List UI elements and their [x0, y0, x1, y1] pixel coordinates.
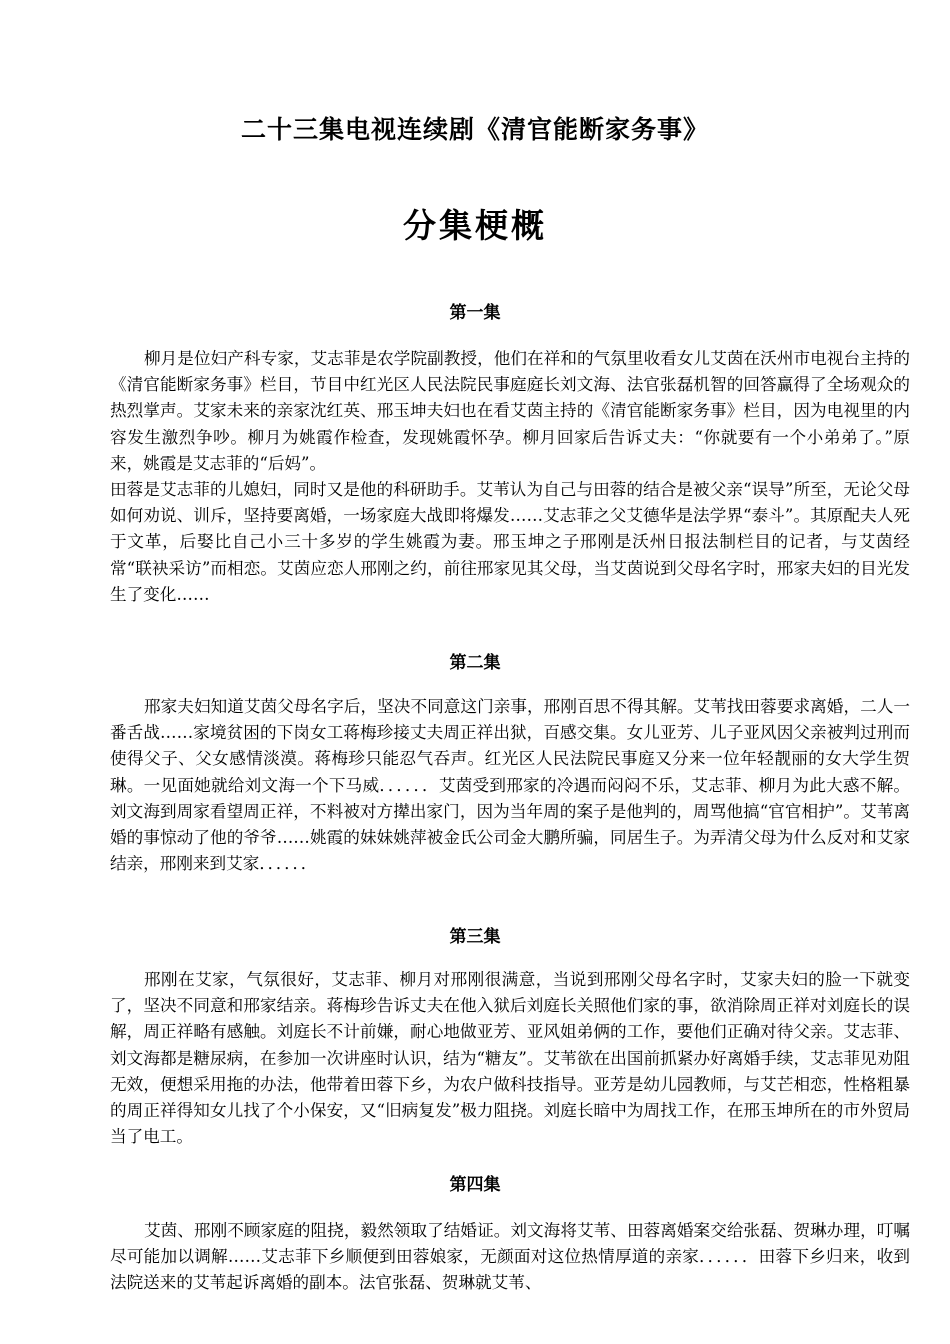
episode-1-paragraph-2: 田蓉是艾志菲的儿媳妇，同时又是他的科研助手。艾苇认为自己与田蓉的结合是被父亲“误导”所至，无论父母如何劝说、训斥，坚持要离婚，一场家庭大战即将爆发……艾志菲之父艾德华是法学界“泰斗”。其原配夫人死于文革，后娶比自己小三十多岁的学生姚霞为妻。邢玉坤之子邢刚是沃州日报法制栏目的记者，与艾茵经常“联袂采访”而相恋。艾茵应恋人邢刚之约，前往邢家见其父母，当艾茵说到父母名字时，邢家夫妇的目光发生了变化……: [110, 480, 910, 604]
episode-1-paragraph-1: 柳月是位妇产科专家，艾志菲是农学院副教授，他们在祥和的气氛里收看女儿艾茵在沃州市电视台主持的《清官能断家务事》栏目，节目中红光区人民法院民事庭庭长刘文海、法官张磊机智的回答赢得了全场观众的热烈掌声。艾家未来的亲家沈红英、邢玉坤夫妇也在看艾茵主持的《清官能断家务事》栏目，因为电视里的内容发生激烈争吵。柳月为姚霞作检查，发现姚霞怀孕。柳月回家后告诉丈夫：“你就要有一个小弟弟了。”原来，姚霞是艾志菲的“后妈”。: [110, 349, 910, 473]
episode-4-heading: 第四集: [449, 1175, 501, 1195]
episode-3-paragraph-1: 邢刚在艾家，气氛很好，艾志菲、柳月对邢刚很满意，当说到邢刚父母名字时，艾家夫妇的脸一下就变了，坚决不同意和邢家结亲。蒋梅珍告诉丈夫在他入狱后刘庭长关照他们家的事，欲消除周正祥对刘庭长的误解，周正祥略有感触。刘庭长不计前嫌，耐心地做亚芳、亚风姐弟俩的工作，要他们正确对待父亲。艾志菲、刘文海都是糖尿病，在参加一次讲座时认识，结为“糖友”。艾苇欲在出国前抓紧办好离婚手续，艾志菲见劝阻无效，便想采用拖的办法，他带着田蓉下乡，为农户做科技指导。亚芳是幼儿园教师，与艾芒相恋，性格粗暴的周正祥得知女儿找了个小保安，又“旧病复发”极力阻挠。刘庭长暗中为周找工作，在邢玉坤所在的市外贸局当了电工。: [110, 970, 910, 1147]
document-title: 二十三集电视连续剧《清官能断家务事》: [240, 115, 709, 144]
episode-3-heading: 第三集: [449, 927, 501, 947]
document-subtitle: 分集梗概: [403, 206, 547, 245]
episode-3-body: [110, 967, 910, 1150]
episode-2-heading: 第二集: [449, 653, 501, 673]
episode-2-body: [110, 694, 910, 877]
episode-1-heading: 第一集: [449, 303, 501, 323]
episode-4-paragraph-1: 艾茵、邢刚不顾家庭的阻挠，毅然领取了结婚证。刘文海将艾苇、田蓉离婚案交给张磊、贺琳办理，叮嘱尽可能加以调解……艾志菲下乡顺便到田蓉娘家，无颜面对这位热情厚道的亲家．．．．．．田蓉下乡归来，收到法院送来的艾苇起诉离婚的副本。法官张磊、贺琳就艾苇、: [110, 1221, 910, 1293]
episode-1-body: [110, 346, 910, 608]
episode-2-paragraph-1: 邢家夫妇知道艾茵父母名字后，坚决不同意这门亲事，邢刚百思不得其解。艾苇找田蓉要求离婚，二人一番舌战……家境贫困的下岗女工蒋梅珍接丈夫周正祥出狱，百感交集。女儿亚芳、儿子亚风因父亲被判过刑而使得父子、父女感情淡漠。蒋梅珍只能忍气吞声。红光区人民法院民事庭又分来一位年轻靓丽的女大学生贺琳。一见面她就给刘文海一个下马威．．．．．．艾茵受到邢家的冷遇而闷闷不乐，艾志菲、柳月为此大惑不解。刘文海到周家看望周正祥，不料被对方撵出家门，因为当年周的案子是他判的，周骂他搞“官官相护”。艾苇离婚的事惊动了他的爷爷……姚霞的妹妹姚萍被金氏公司金大鹏所骗，同居生子。为弄清父母为什么反对和艾家结亲，邢刚来到艾家．．．．．．: [110, 697, 910, 874]
episode-4-body: [110, 1218, 910, 1297]
